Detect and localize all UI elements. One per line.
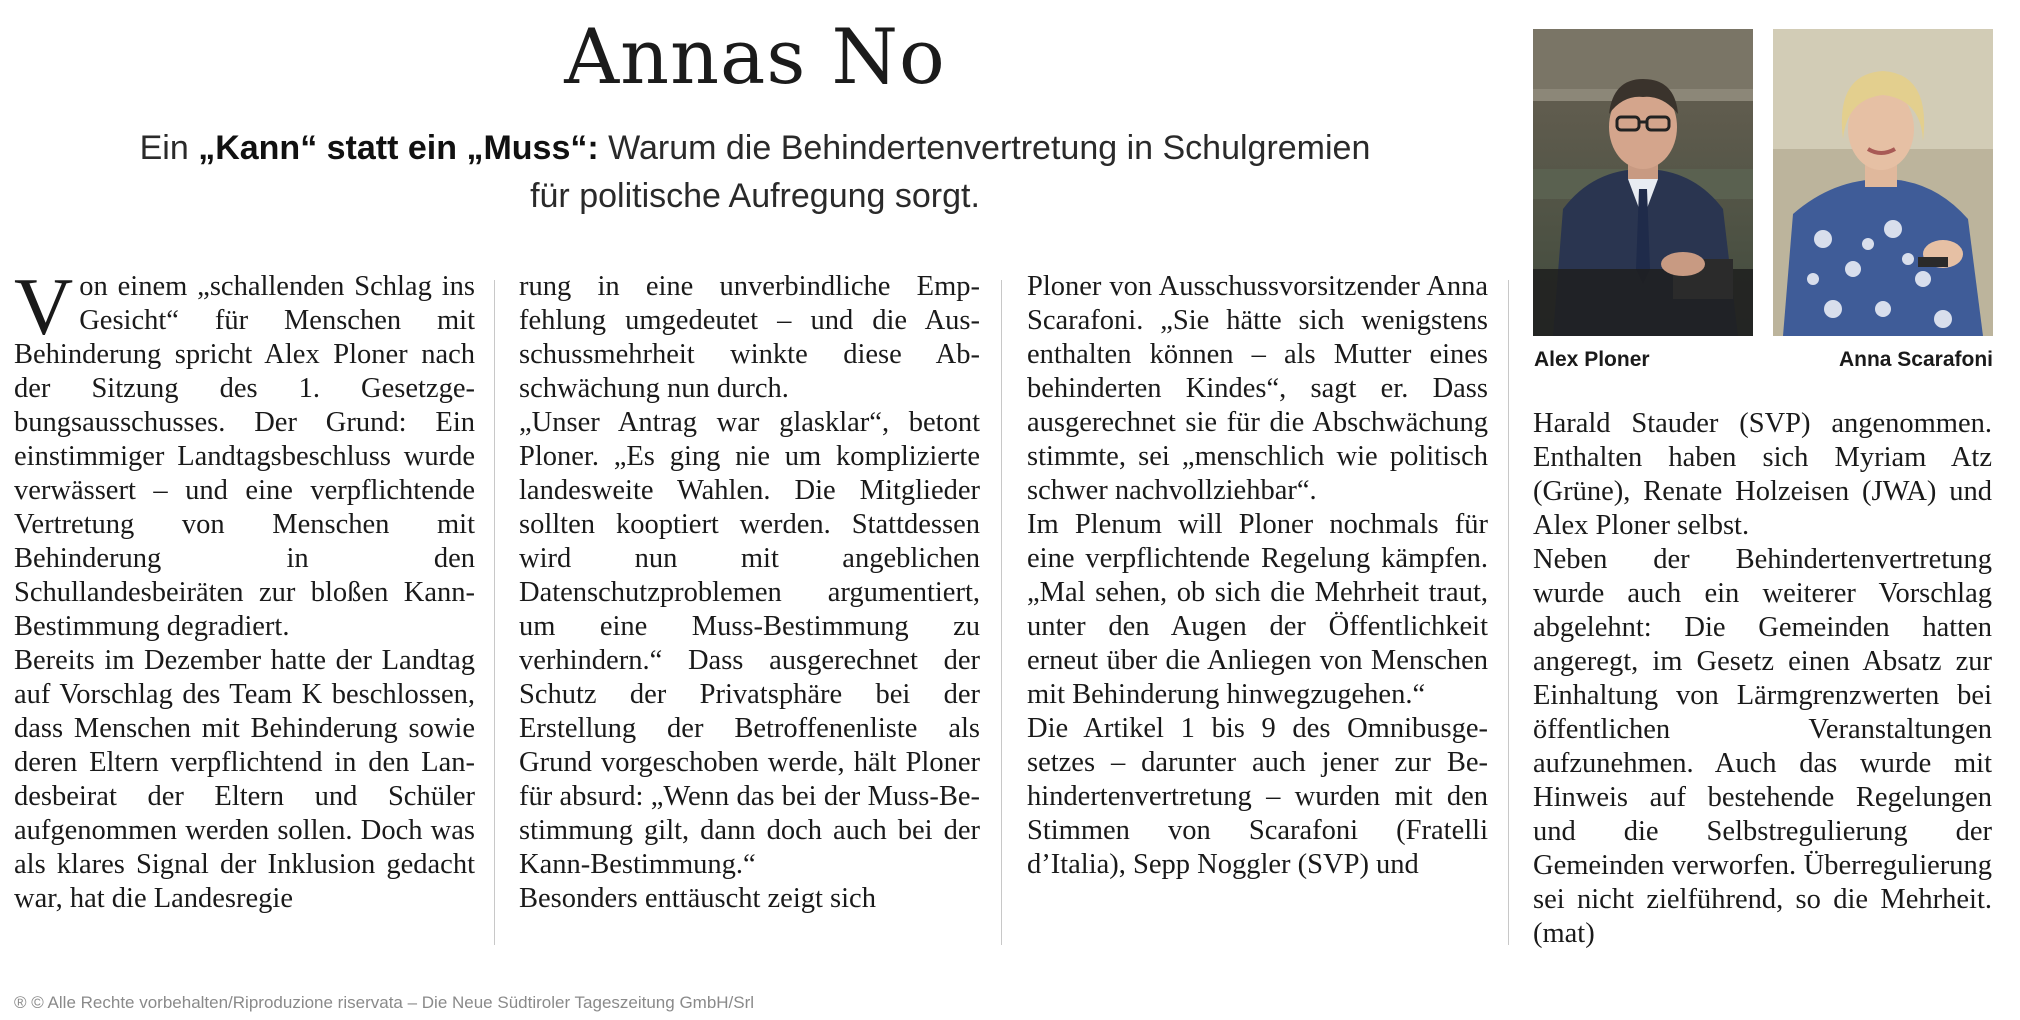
paragraph: „Unser Antrag war glasklar“, betont Ploner. „Es ging nie um komplizierte landesweite Wahlen. Die Mitglieder sollten kooptiert werden. Stattdessen wird nun mit angeblichen Datenschutzproblemen argumentiert, um eine Muss-Bestimmung zu verhindern.“ Dass ausgerechnet der Schutz der Privatsphäre bei der Erstellung der Betroffenenliste als Grund vorgeschoben werde, hält Ploner für absurd: „Wenn das bei der Muss-Bestimmung gilt, dann doch auch bei der Kann-Bestimmung.“ bbox=[519, 407, 980, 880]
subheadline bbox=[120, 124, 1390, 220]
column-divider bbox=[494, 280, 495, 945]
photo-caption: Anna Scarafoni bbox=[1838, 348, 1993, 371]
article-column-4 bbox=[1533, 407, 1992, 951]
subhead-bold: „Kann“ statt ein „Muss“: bbox=[198, 129, 599, 167]
photo-alex-ploner bbox=[1533, 29, 1753, 336]
copyright-footer: ® © Alle Rechte vorbehalten/Riproduzione riservata – Die Neue Südtiroler Tageszeitung GmbH/Srl bbox=[14, 993, 755, 1012]
article-column-3 bbox=[1027, 270, 1488, 882]
paragraph bbox=[14, 261, 475, 644]
photo-caption: Alex Ploner bbox=[1534, 348, 1650, 371]
column-divider bbox=[1508, 280, 1509, 945]
photo-anna-scarafoni bbox=[1773, 29, 1993, 336]
paragraph-text: on einem „schallenden Schlag ins Gesicht“ für Menschen mit Behinderung spricht Alex Ploner nach der Sitzung des 1. Gesetzgebungsausschusses. Der Grund: Ein einstimmiger Landtagsbeschluss wurde verwässert – und eine verpflichtende Vertretung von Menschen mit Behinderung in den Schullandesbeiräten zur bloßen Kann-Bestimmung degradiert. bbox=[14, 271, 475, 642]
column-divider bbox=[1001, 280, 1002, 945]
article-column-2 bbox=[519, 270, 980, 916]
drop-cap: V bbox=[14, 261, 74, 352]
paragraph: Neben der Behindertenvertretung wurde auch ein weiterer Vorschlag abgelehnt: Die Gemeinden hatten angeregt, im Gesetz einen Absatz zur Einhaltung von Lärmgrenzwerten bei öffentlichen Veranstaltungen aufzunehmen. Auch das wurde mit Hinweis auf bestehende Regelungen und die Selbstregulierung der Gemeinden verworfen. Überregulierung sei nicht zielführend, so die Mehrheit. (mat) bbox=[1533, 544, 1992, 949]
paragraph: Harald Stauder (SVP) angenommen. Enthalten haben sich Myriam Atz (Grüne), Renate Holzeisen (JWA) und Alex Ploner selbst. bbox=[1533, 408, 1992, 541]
article-column-1 bbox=[14, 261, 475, 916]
subhead-prefix: Ein bbox=[139, 129, 199, 167]
paragraph: Ploner von Ausschussvorsitzender Anna Scarafoni. „Sie hätte sich wenigstens enthalten können – als Mutter eines behinderten Kindes“, sagt er. Dass ausgerechnet sie für die Abschwächung stimmte, sei „menschlich wie politisch schwer nachvollziehbar“. bbox=[1027, 271, 1488, 506]
headline: Annas No bbox=[564, 12, 946, 101]
paragraph: Bereits im Dezember hatte der Landtag auf Vorschlag des Team K beschlossen, dass Menschen mit Behinderung sowie deren Eltern verpflichtend in den Landesbeirat der Eltern und Schüler aufgenommen werden sollen. Doch was als klares Signal der Inklusion gedacht war, hat die Landesregie bbox=[14, 645, 475, 914]
paragraph: rung in eine unverbindliche Empfehlung umgedeutet – und die Ausschussmehrheit winkte diese Abschwächung nun durch. bbox=[519, 271, 980, 404]
paragraph: Im Plenum will Ploner nochmals für eine verpflichtende Regelung kämpfen. „Mal sehen, ob sich die Mehrheit traut, unter den Augen der Öffentlichkeit erneut über die Anliegen von Menschen mit Behinderung hinwegzugehen.“ bbox=[1027, 509, 1488, 710]
paragraph: Besonders enttäuscht zeigt sich bbox=[519, 883, 876, 914]
paragraph: Die Artikel 1 bis 9 des Omnibusgesetzes – darunter auch jener zur Behindertenvertretung – wurden mit den Stimmen von Scarafoni (Fratelli d’Italia), Sepp Noggler (SVP) und bbox=[1027, 713, 1488, 880]
subhead-rest: Warum die Behindertenvertretung in Schulgremien für politische Aufregung sorgt. bbox=[530, 129, 1371, 215]
